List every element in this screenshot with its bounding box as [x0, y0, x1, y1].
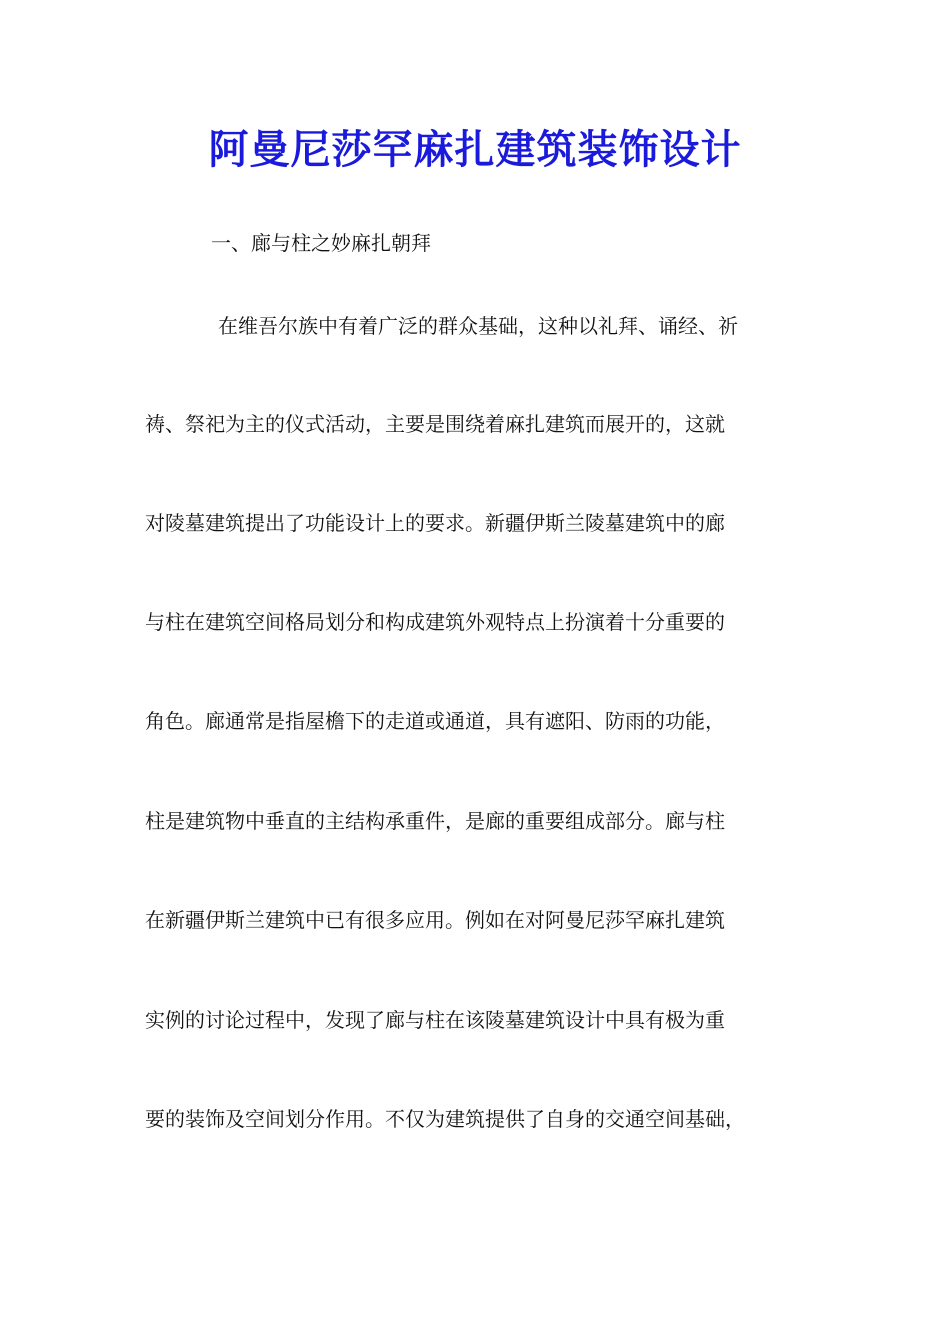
section-heading: 一、廊与柱之妙麻扎朝拜: [211, 231, 431, 255]
body-line: 与柱在建筑空间格局划分和构成建筑外观特点上扮演着十分重要的: [145, 610, 725, 634]
body-line: 在新疆伊斯兰建筑中已有很多应用。例如在对阿曼尼莎罕麻扎建筑: [145, 908, 725, 932]
body-line: 祷、祭祀为主的仪式活动，主要是围绕着麻扎建筑而展开的，这就: [145, 412, 725, 436]
body-line: 要的装饰及空间划分作用。不仅为建筑提供了自身的交通空间基础，: [145, 1107, 745, 1131]
document-title: 阿曼尼莎罕麻扎建筑装饰设计: [208, 126, 742, 173]
body-line: 在维吾尔族中有着广泛的群众基础，这种以礼拜、诵经、祈: [218, 314, 738, 338]
body-line: 对陵墓建筑提出了功能设计上的要求。新疆伊斯兰陵墓建筑中的廊: [145, 511, 725, 535]
body-line: 角色。廊通常是指屋檐下的走道或通道，具有遮阳、防雨的功能，: [145, 709, 725, 733]
body-line: 柱是建筑物中垂直的主结构承重件，是廊的重要组成部分。廊与柱: [145, 809, 725, 833]
body-line: 实例的讨论过程中，发现了廊与柱在该陵墓建筑设计中具有极为重: [145, 1008, 725, 1032]
